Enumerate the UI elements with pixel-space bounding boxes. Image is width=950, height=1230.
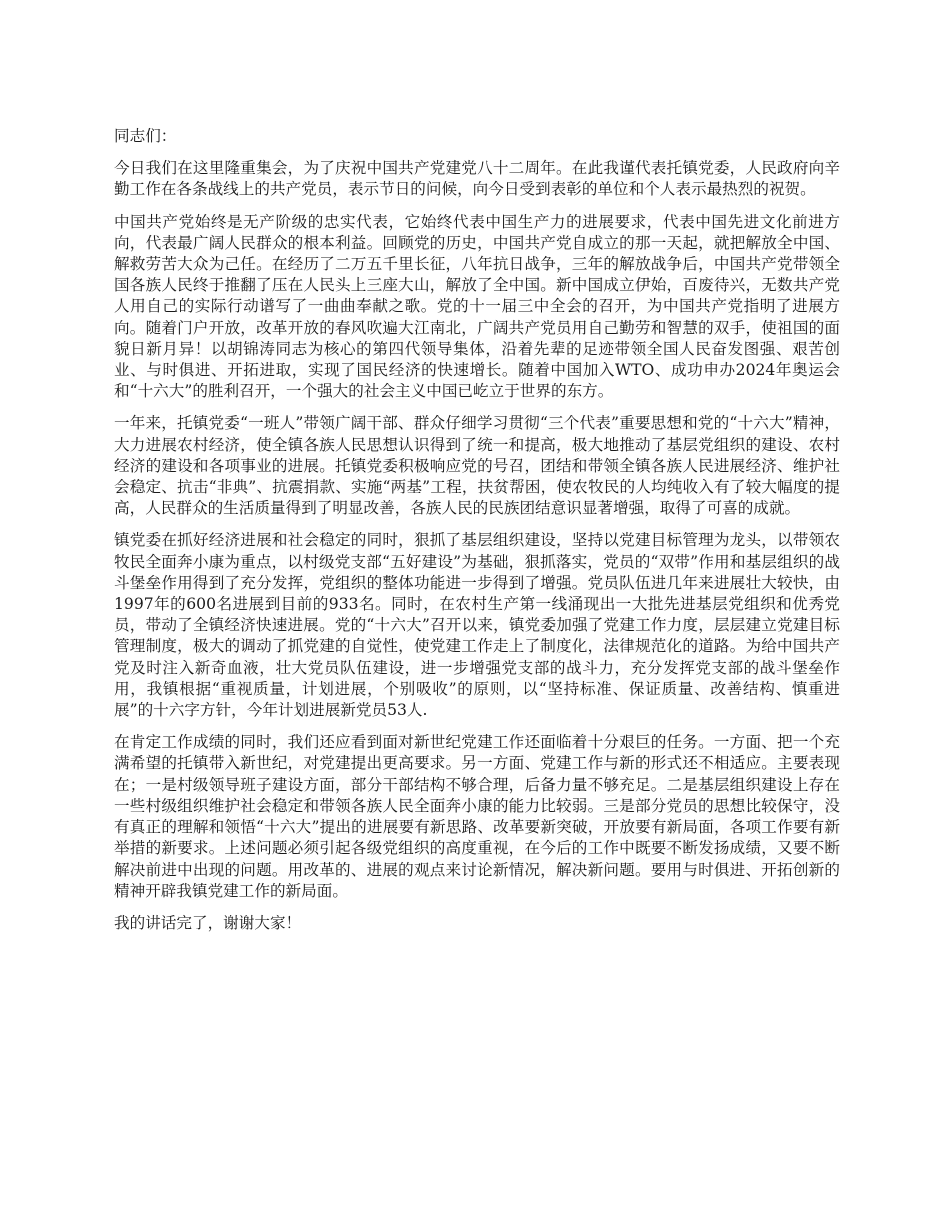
paragraph-organization-building: 镇党委在抓好经济进展和社会稳定的同时，狠抓了基层组织建设，坚持以党建目标管理为龙头，以带领农牧民全面奔小康为重点，以村级党支部“五好建设”为基础，狠抓落实，党员的“双带”作用和基层组织的战斗堡垒作用得到了充分发挥，党组织的整体功能进一步得到了增强。党员队伍进几年来进展壮大较快，由1997年的600名进展到目前的933名。同时，在农村生产第一线涌现出一大批先进基层党组织和优秀党员，带动了全镇经济快速进展。党的“十六大”召开以来，镇党委加强了党建工作力度，层层建立党建目标管理制度，极大的调动了抓党建的自觉性，使党建工作走上了制度化，法律规范化的道路。为给中国共产党及时注入新奇血液，壮大党员队伍建设，进一步增强党支部的战斗力，充分发挥党支部的战斗堡垒作用，我镇根据“重视质量，计划进展，个别吸收”的原则，以“坚持标准、保证质量、改善结构、慎重进展”的十六字方针，今年计划进展新党员53人. bbox=[114, 531, 840, 720]
speech-document bbox=[114, 126, 840, 945]
paragraph-party-history: 中国共产党始终是无产阶级的忠实代表，它始终代表中国生产力的进展要求，代表中国先进文化前进方向，代表最广阔人民群众的根本利益。回顾党的历史，中国共产党自成立的那一天起，就把解放全中国、解救劳苦大众为己任。在经历了二万五千里长征，八年抗日战争，三年的解放战争后，中国共产党带领全国各族人民终于推翻了压在人民头上三座大山，解放了全中国。新中国成立伊始，百废待兴，无数共产党人用自己的实际行动谱写了一曲曲奉献之歌。党的十一届三中全会的召开，为中国共产党指明了进展方向。随着门户开放，改革开放的春风吹遍大江南北，广阔共产党员用自己勤劳和智慧的双手，使祖国的面貌日新月异！以胡锦涛同志为核心的第四代领导集体，沿着先辈的足迹带领全国人民奋发图强、艰苦创业、与时俱进、开拓进取，实现了国民经济的快速增长。随着中国加入WTO、成功申办2024年奥运会和“十六大”的胜利召开，一个强大的社会主义中国已屹立于世界的东方。 bbox=[114, 212, 840, 401]
paragraph-challenges: 在肯定工作成绩的同时，我们还应看到面对新世纪党建工作还面临着十分艰巨的任务。一方面、把一个充满希望的托镇带入新世纪，对党建提出更高要求。另一方面、党建工作与新的形式还不相适应。主要表现在；一是村级领导班子建设方面，部分干部结构不够合理，后备力量不够充足。二是基层组织建设上存在一些村级组织维护社会稳定和带领各族人民全面奔小康的能力比较弱。三是部分党员的思想比较保守，没有真正的理解和领悟“十六大”提出的进展要有新思路、改革要新突破，开放要有新局面，各项工作要有新举措的新要求。上述问题必须引起各级党组织的高度重视，在今后的工作中既要不断发扬成绩，又要不断解决前进中出现的问题。用改革的、进展的观点来讨论新情况，解决新问题。要用与时俱进、开拓创新的精神开辟我镇党建工作的新局面。 bbox=[114, 733, 840, 900]
paragraph-year-achievements: 一年来，托镇党委“一班人”带领广阔干部、群众仔细学习贯彻“三个代表”重要思想和党的“十六大”精神，大力进展农村经济，使全镇各族人民思想认识得到了统一和提高，极大地推动了基层党组织的建设、农村经济的建设和各项事业的进展。托镇党委积极响应党的号召，团结和带领全镇各族人民进展经济、维护社会稳定、抗击“非典”、抗震捐款、实施“两基”工程，扶贫帮困，使农牧民的人均纯收入有了较大幅度的提高，人民群众的生活质量得到了明显改善，各族人民的民族团结意识显著增强，取得了可喜的成就。 bbox=[114, 414, 840, 518]
salutation: 同志们： bbox=[114, 127, 177, 145]
closing: 我的讲话完了，谢谢大家！ bbox=[114, 913, 302, 932]
paragraph-opening: 今日我们在这里隆重集会，为了庆祝中国共产党建党八十二周年。在此我谨代表托镇党委，人民政府向辛勤工作在各条战线上的共产党员，表示节日的问候，向今日受到表彰的单位和个人表示最热烈的祝贺。 bbox=[114, 159, 840, 199]
